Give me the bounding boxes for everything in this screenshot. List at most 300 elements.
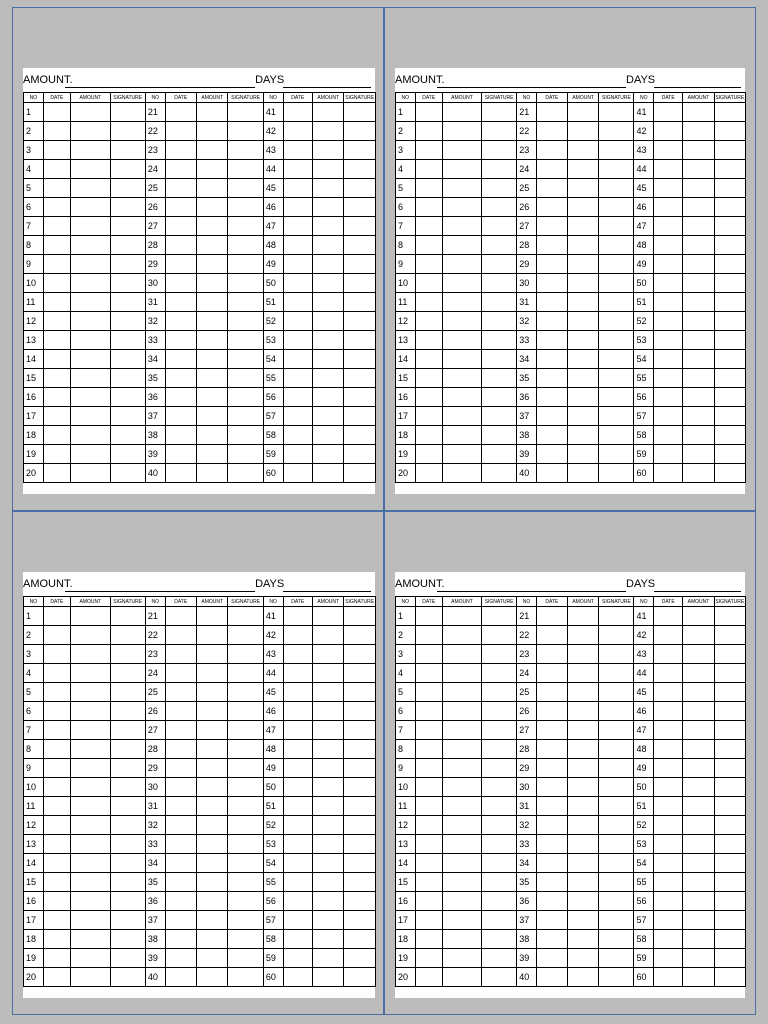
amount-cell[interactable] — [312, 911, 343, 930]
amount-cell[interactable] — [683, 835, 714, 854]
signature-cell[interactable] — [599, 892, 634, 911]
date-cell[interactable] — [654, 122, 683, 141]
date-cell[interactable] — [536, 721, 567, 740]
amount-blank-line[interactable] — [437, 591, 626, 592]
amount-cell[interactable] — [197, 407, 228, 426]
date-cell[interactable] — [654, 778, 683, 797]
signature-cell[interactable] — [599, 930, 634, 949]
amount-cell[interactable] — [71, 274, 110, 293]
date-cell[interactable] — [165, 217, 196, 236]
amount-cell[interactable] — [568, 369, 599, 388]
signature-cell[interactable] — [482, 293, 517, 312]
signature-cell[interactable] — [714, 274, 745, 293]
signature-cell[interactable] — [110, 702, 145, 721]
amount-cell[interactable] — [197, 217, 228, 236]
amount-cell[interactable] — [197, 160, 228, 179]
signature-cell[interactable] — [344, 426, 375, 445]
date-cell[interactable] — [415, 911, 442, 930]
amount-cell[interactable] — [312, 721, 343, 740]
signature-cell[interactable] — [714, 103, 745, 122]
date-cell[interactable] — [283, 835, 312, 854]
amount-cell[interactable] — [568, 426, 599, 445]
signature-cell[interactable] — [110, 255, 145, 274]
date-cell[interactable] — [654, 445, 683, 464]
amount-blank-line[interactable] — [65, 591, 255, 592]
amount-cell[interactable] — [312, 255, 343, 274]
signature-cell[interactable] — [344, 103, 375, 122]
amount-cell[interactable] — [71, 759, 110, 778]
signature-cell[interactable] — [228, 369, 263, 388]
signature-cell[interactable] — [228, 892, 263, 911]
signature-cell[interactable] — [599, 854, 634, 873]
amount-cell[interactable] — [683, 626, 714, 645]
amount-cell[interactable] — [197, 664, 228, 683]
date-cell[interactable] — [283, 426, 312, 445]
signature-cell[interactable] — [482, 702, 517, 721]
signature-cell[interactable] — [110, 369, 145, 388]
date-cell[interactable] — [536, 179, 567, 198]
date-cell[interactable] — [283, 464, 312, 483]
signature-cell[interactable] — [714, 683, 745, 702]
signature-cell[interactable] — [482, 426, 517, 445]
amount-cell[interactable] — [71, 426, 110, 445]
signature-cell[interactable] — [344, 122, 375, 141]
date-cell[interactable] — [283, 122, 312, 141]
amount-cell[interactable] — [197, 816, 228, 835]
signature-cell[interactable] — [714, 816, 745, 835]
date-cell[interactable] — [165, 626, 196, 645]
amount-cell[interactable] — [683, 426, 714, 445]
signature-cell[interactable] — [228, 464, 263, 483]
signature-cell[interactable] — [344, 645, 375, 664]
signature-cell[interactable] — [482, 797, 517, 816]
amount-cell[interactable] — [71, 255, 110, 274]
amount-cell[interactable] — [568, 350, 599, 369]
date-cell[interactable] — [43, 892, 71, 911]
amount-cell[interactable] — [71, 835, 110, 854]
amount-cell[interactable] — [197, 721, 228, 740]
signature-cell[interactable] — [110, 740, 145, 759]
signature-cell[interactable] — [599, 873, 634, 892]
signature-cell[interactable] — [228, 702, 263, 721]
amount-cell[interactable] — [197, 312, 228, 331]
signature-cell[interactable] — [599, 464, 634, 483]
date-cell[interactable] — [43, 778, 71, 797]
amount-cell[interactable] — [568, 160, 599, 179]
date-cell[interactable] — [536, 141, 567, 160]
amount-cell[interactable] — [312, 873, 343, 892]
date-cell[interactable] — [654, 607, 683, 626]
signature-cell[interactable] — [482, 911, 517, 930]
date-cell[interactable] — [43, 141, 71, 160]
date-cell[interactable] — [536, 759, 567, 778]
date-cell[interactable] — [654, 350, 683, 369]
amount-cell[interactable] — [568, 626, 599, 645]
amount-cell[interactable] — [197, 179, 228, 198]
amount-cell[interactable] — [442, 626, 481, 645]
date-cell[interactable] — [283, 407, 312, 426]
signature-cell[interactable] — [714, 892, 745, 911]
date-cell[interactable] — [415, 388, 442, 407]
signature-cell[interactable] — [714, 464, 745, 483]
amount-cell[interactable] — [568, 312, 599, 331]
amount-cell[interactable] — [442, 854, 481, 873]
date-cell[interactable] — [536, 854, 567, 873]
amount-cell[interactable] — [71, 683, 110, 702]
signature-cell[interactable] — [110, 350, 145, 369]
amount-cell[interactable] — [683, 683, 714, 702]
signature-cell[interactable] — [482, 607, 517, 626]
amount-cell[interactable] — [71, 968, 110, 987]
signature-cell[interactable] — [599, 740, 634, 759]
days-blank-line[interactable] — [283, 591, 371, 592]
signature-cell[interactable] — [228, 854, 263, 873]
amount-cell[interactable] — [312, 683, 343, 702]
signature-cell[interactable] — [228, 331, 263, 350]
date-cell[interactable] — [415, 626, 442, 645]
signature-cell[interactable] — [599, 949, 634, 968]
signature-cell[interactable] — [714, 331, 745, 350]
amount-cell[interactable] — [568, 949, 599, 968]
signature-cell[interactable] — [482, 464, 517, 483]
date-cell[interactable] — [415, 721, 442, 740]
date-cell[interactable] — [654, 949, 683, 968]
amount-cell[interactable] — [312, 407, 343, 426]
signature-cell[interactable] — [482, 968, 517, 987]
amount-cell[interactable] — [442, 445, 481, 464]
amount-cell[interactable] — [71, 217, 110, 236]
amount-cell[interactable] — [71, 388, 110, 407]
signature-cell[interactable] — [482, 873, 517, 892]
signature-cell[interactable] — [482, 930, 517, 949]
date-cell[interactable] — [415, 816, 442, 835]
signature-cell[interactable] — [228, 293, 263, 312]
amount-cell[interactable] — [312, 702, 343, 721]
signature-cell[interactable] — [714, 122, 745, 141]
days-blank-line[interactable] — [283, 87, 371, 88]
amount-cell[interactable] — [197, 797, 228, 816]
signature-cell[interactable] — [228, 911, 263, 930]
date-cell[interactable] — [415, 892, 442, 911]
amount-cell[interactable] — [568, 664, 599, 683]
date-cell[interactable] — [283, 293, 312, 312]
amount-cell[interactable] — [197, 350, 228, 369]
date-cell[interactable] — [283, 740, 312, 759]
amount-cell[interactable] — [312, 930, 343, 949]
signature-cell[interactable] — [228, 816, 263, 835]
amount-cell[interactable] — [568, 179, 599, 198]
signature-cell[interactable] — [599, 331, 634, 350]
amount-cell[interactable] — [312, 816, 343, 835]
amount-cell[interactable] — [568, 198, 599, 217]
amount-cell[interactable] — [71, 816, 110, 835]
amount-cell[interactable] — [71, 103, 110, 122]
amount-cell[interactable] — [71, 198, 110, 217]
signature-cell[interactable] — [110, 911, 145, 930]
signature-cell[interactable] — [482, 350, 517, 369]
amount-cell[interactable] — [312, 445, 343, 464]
signature-cell[interactable] — [110, 683, 145, 702]
amount-cell[interactable] — [197, 388, 228, 407]
date-cell[interactable] — [165, 293, 196, 312]
amount-cell[interactable] — [197, 892, 228, 911]
amount-cell[interactable] — [683, 464, 714, 483]
signature-cell[interactable] — [482, 236, 517, 255]
date-cell[interactable] — [283, 607, 312, 626]
signature-cell[interactable] — [482, 445, 517, 464]
date-cell[interactable] — [415, 179, 442, 198]
signature-cell[interactable] — [228, 407, 263, 426]
signature-cell[interactable] — [599, 160, 634, 179]
date-cell[interactable] — [43, 426, 71, 445]
date-cell[interactable] — [654, 179, 683, 198]
amount-cell[interactable] — [442, 407, 481, 426]
date-cell[interactable] — [165, 949, 196, 968]
signature-cell[interactable] — [344, 445, 375, 464]
signature-cell[interactable] — [599, 683, 634, 702]
date-cell[interactable] — [415, 350, 442, 369]
amount-cell[interactable] — [312, 122, 343, 141]
amount-cell[interactable] — [683, 369, 714, 388]
signature-cell[interactable] — [344, 626, 375, 645]
date-cell[interactable] — [536, 198, 567, 217]
date-cell[interactable] — [415, 873, 442, 892]
amount-cell[interactable] — [197, 426, 228, 445]
amount-cell[interactable] — [568, 445, 599, 464]
amount-cell[interactable] — [312, 312, 343, 331]
signature-cell[interactable] — [599, 141, 634, 160]
date-cell[interactable] — [283, 854, 312, 873]
signature-cell[interactable] — [714, 949, 745, 968]
date-cell[interactable] — [165, 445, 196, 464]
date-cell[interactable] — [283, 930, 312, 949]
signature-cell[interactable] — [110, 664, 145, 683]
amount-cell[interactable] — [683, 198, 714, 217]
date-cell[interactable] — [43, 388, 71, 407]
signature-cell[interactable] — [344, 407, 375, 426]
date-cell[interactable] — [165, 721, 196, 740]
signature-cell[interactable] — [228, 236, 263, 255]
signature-cell[interactable] — [482, 854, 517, 873]
signature-cell[interactable] — [599, 350, 634, 369]
signature-cell[interactable] — [228, 873, 263, 892]
signature-cell[interactable] — [110, 835, 145, 854]
date-cell[interactable] — [43, 911, 71, 930]
amount-cell[interactable] — [312, 217, 343, 236]
date-cell[interactable] — [43, 274, 71, 293]
date-cell[interactable] — [654, 702, 683, 721]
amount-cell[interactable] — [683, 293, 714, 312]
amount-cell[interactable] — [71, 740, 110, 759]
signature-cell[interactable] — [228, 103, 263, 122]
date-cell[interactable] — [283, 664, 312, 683]
signature-cell[interactable] — [228, 721, 263, 740]
amount-cell[interactable] — [71, 607, 110, 626]
date-cell[interactable] — [165, 198, 196, 217]
amount-cell[interactable] — [312, 141, 343, 160]
amount-cell[interactable] — [312, 797, 343, 816]
signature-cell[interactable] — [714, 664, 745, 683]
signature-cell[interactable] — [482, 835, 517, 854]
date-cell[interactable] — [283, 816, 312, 835]
amount-cell[interactable] — [71, 445, 110, 464]
signature-cell[interactable] — [344, 664, 375, 683]
signature-cell[interactable] — [599, 236, 634, 255]
amount-cell[interactable] — [71, 797, 110, 816]
signature-cell[interactable] — [482, 778, 517, 797]
amount-cell[interactable] — [683, 141, 714, 160]
date-cell[interactable] — [536, 892, 567, 911]
signature-cell[interactable] — [228, 740, 263, 759]
date-cell[interactable] — [415, 702, 442, 721]
amount-cell[interactable] — [568, 293, 599, 312]
date-cell[interactable] — [654, 198, 683, 217]
signature-cell[interactable] — [110, 854, 145, 873]
signature-cell[interactable] — [228, 179, 263, 198]
amount-cell[interactable] — [71, 854, 110, 873]
date-cell[interactable] — [415, 369, 442, 388]
signature-cell[interactable] — [344, 759, 375, 778]
date-cell[interactable] — [654, 645, 683, 664]
signature-cell[interactable] — [110, 797, 145, 816]
date-cell[interactable] — [165, 407, 196, 426]
signature-cell[interactable] — [482, 740, 517, 759]
amount-cell[interactable] — [312, 103, 343, 122]
amount-cell[interactable] — [197, 854, 228, 873]
date-cell[interactable] — [415, 160, 442, 179]
signature-cell[interactable] — [599, 369, 634, 388]
signature-cell[interactable] — [714, 626, 745, 645]
signature-cell[interactable] — [228, 426, 263, 445]
signature-cell[interactable] — [599, 911, 634, 930]
date-cell[interactable] — [43, 407, 71, 426]
date-cell[interactable] — [654, 312, 683, 331]
amount-cell[interactable] — [683, 721, 714, 740]
amount-cell[interactable] — [197, 740, 228, 759]
signature-cell[interactable] — [599, 103, 634, 122]
signature-cell[interactable] — [344, 778, 375, 797]
date-cell[interactable] — [415, 778, 442, 797]
amount-cell[interactable] — [442, 778, 481, 797]
signature-cell[interactable] — [599, 274, 634, 293]
amount-cell[interactable] — [442, 388, 481, 407]
signature-cell[interactable] — [482, 626, 517, 645]
date-cell[interactable] — [654, 426, 683, 445]
amount-cell[interactable] — [71, 160, 110, 179]
amount-cell[interactable] — [312, 369, 343, 388]
signature-cell[interactable] — [714, 797, 745, 816]
amount-cell[interactable] — [197, 911, 228, 930]
date-cell[interactable] — [43, 217, 71, 236]
amount-cell[interactable] — [312, 160, 343, 179]
signature-cell[interactable] — [110, 645, 145, 664]
date-cell[interactable] — [43, 949, 71, 968]
amount-cell[interactable] — [71, 949, 110, 968]
signature-cell[interactable] — [714, 198, 745, 217]
date-cell[interactable] — [165, 388, 196, 407]
date-cell[interactable] — [536, 683, 567, 702]
signature-cell[interactable] — [344, 816, 375, 835]
signature-cell[interactable] — [482, 141, 517, 160]
amount-cell[interactable] — [683, 407, 714, 426]
signature-cell[interactable] — [228, 626, 263, 645]
amount-cell[interactable] — [312, 426, 343, 445]
amount-cell[interactable] — [442, 312, 481, 331]
amount-cell[interactable] — [442, 930, 481, 949]
signature-cell[interactable] — [714, 217, 745, 236]
date-cell[interactable] — [415, 445, 442, 464]
amount-cell[interactable] — [442, 369, 481, 388]
date-cell[interactable] — [43, 198, 71, 217]
amount-cell[interactable] — [312, 626, 343, 645]
date-cell[interactable] — [415, 141, 442, 160]
amount-cell[interactable] — [71, 236, 110, 255]
amount-cell[interactable] — [442, 797, 481, 816]
date-cell[interactable] — [43, 740, 71, 759]
signature-cell[interactable] — [482, 949, 517, 968]
signature-cell[interactable] — [110, 179, 145, 198]
amount-cell[interactable] — [442, 968, 481, 987]
amount-cell[interactable] — [71, 407, 110, 426]
signature-cell[interactable] — [714, 607, 745, 626]
amount-cell[interactable] — [197, 141, 228, 160]
date-cell[interactable] — [43, 968, 71, 987]
amount-cell[interactable] — [568, 911, 599, 930]
date-cell[interactable] — [283, 198, 312, 217]
date-cell[interactable] — [43, 664, 71, 683]
signature-cell[interactable] — [344, 388, 375, 407]
signature-cell[interactable] — [344, 892, 375, 911]
signature-cell[interactable] — [228, 607, 263, 626]
signature-cell[interactable] — [482, 407, 517, 426]
amount-cell[interactable] — [568, 141, 599, 160]
date-cell[interactable] — [415, 255, 442, 274]
signature-cell[interactable] — [599, 968, 634, 987]
amount-cell[interactable] — [312, 464, 343, 483]
signature-cell[interactable] — [110, 721, 145, 740]
date-cell[interactable] — [654, 236, 683, 255]
amount-cell[interactable] — [683, 312, 714, 331]
amount-cell[interactable] — [71, 350, 110, 369]
date-cell[interactable] — [43, 122, 71, 141]
amount-cell[interactable] — [197, 835, 228, 854]
amount-cell[interactable] — [442, 160, 481, 179]
date-cell[interactable] — [283, 778, 312, 797]
amount-cell[interactable] — [71, 312, 110, 331]
date-cell[interactable] — [283, 892, 312, 911]
amount-cell[interactable] — [683, 702, 714, 721]
amount-cell[interactable] — [683, 930, 714, 949]
date-cell[interactable] — [536, 217, 567, 236]
date-cell[interactable] — [536, 331, 567, 350]
date-cell[interactable] — [415, 122, 442, 141]
date-cell[interactable] — [536, 645, 567, 664]
date-cell[interactable] — [536, 464, 567, 483]
signature-cell[interactable] — [482, 122, 517, 141]
signature-cell[interactable] — [228, 835, 263, 854]
date-cell[interactable] — [654, 217, 683, 236]
date-cell[interactable] — [283, 626, 312, 645]
signature-cell[interactable] — [714, 968, 745, 987]
signature-cell[interactable] — [482, 312, 517, 331]
signature-cell[interactable] — [714, 778, 745, 797]
signature-cell[interactable] — [110, 968, 145, 987]
signature-cell[interactable] — [344, 369, 375, 388]
date-cell[interactable] — [165, 873, 196, 892]
signature-cell[interactable] — [110, 141, 145, 160]
signature-cell[interactable] — [344, 835, 375, 854]
amount-cell[interactable] — [683, 892, 714, 911]
